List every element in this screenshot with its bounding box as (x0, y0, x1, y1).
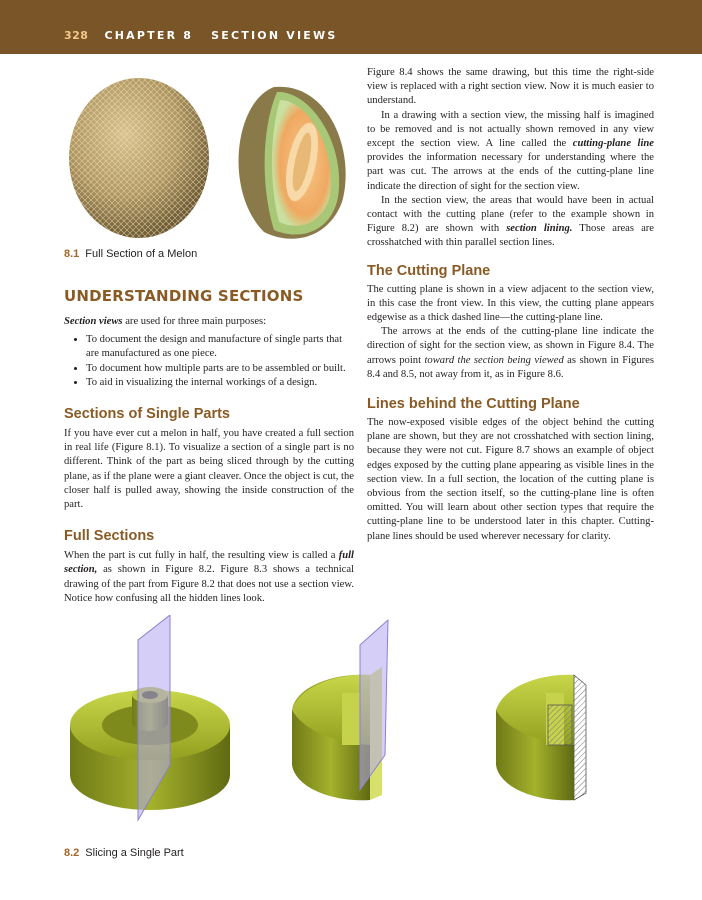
single-parts-text: If you have ever cut a melon in half, you have created a full section in real life (Figure 8.1). To visualize a section of a single part is no different. Think of the part as being sliced through by the cutting plane, as if the plane were a giant cleaver. Once the object is cut, the closer half is pulled away, showing the inside construction of the part. (64, 428, 354, 511)
figure-8-1-caption (64, 248, 354, 260)
cutting-plane-para-2-b: as shown in Figures 8.4 and 8.5, not away from it, as in Figure 8.6. (367, 354, 654, 380)
right-para-3-a: In the section view, the areas that would have been in actual contact with the cutting plane (refer to the example shown in Figure 8.2) are shown with (367, 194, 654, 235)
purposes-list (64, 333, 354, 390)
heading-sections-single-parts: Sections of Single Parts (64, 406, 230, 423)
right-para-2-a: In a drawing with a section view, the missing half is imagined to be removed and is not actually shown removed in any view except the section view. A line called the (367, 109, 654, 150)
running-head (64, 29, 337, 42)
right-column (367, 66, 654, 544)
right-para-1: Figure 8.4 shows the same drawing, but this time the right-side view is replaced with a right section view. Now it is much easier to understand. (367, 67, 654, 107)
cut-melon (239, 87, 346, 239)
full-sections-text-b: as shown in Figure 8.2. Figure 8.3 shows a technical drawing of the part from Figure 8.2 that does not use a section view. Notice how confusing all the hidden lines look. (64, 564, 354, 604)
part-whole-with-plane (70, 615, 230, 820)
part-sectioned-half (496, 675, 586, 800)
term-cutting-plane-line: cutting-plane line (572, 138, 655, 150)
header-bar (0, 0, 702, 54)
term-section-views: Section views (64, 316, 123, 327)
intro-rest: are used for three main purposes: (122, 316, 267, 327)
slicing-figure (60, 615, 660, 840)
sections-intro (64, 315, 354, 329)
figure-number: 8.2 (64, 847, 80, 859)
chapter-label: CHAPTER 8 (104, 29, 194, 42)
figure-number: 8.1 (64, 248, 80, 260)
list-item: • To document how multiple parts are to be assembled or built. (86, 362, 354, 376)
full-sections-text-a: When the part is cut fully in half, the resulting view is called a (64, 550, 339, 562)
right-para-2-b: provides the information necessary for understanding where the part was cut. The arrows at the ends of the cutting-plane line indicate the direction of sight for the section view. (367, 152, 654, 192)
left-column (64, 287, 354, 606)
cutting-plane-para-2 (367, 325, 654, 382)
full-sections-text (64, 549, 354, 606)
section-label: SECTION VIEWS (211, 29, 338, 42)
heading-cutting-plane: The Cutting Plane (367, 262, 491, 279)
list-item: • To aid in visualizing the internal workings of a design. (86, 376, 354, 390)
term-toward-section: toward the section being viewed (424, 354, 564, 366)
part-half-with-plane (292, 620, 388, 800)
lines-behind-text: The now-exposed visible edges of the object behind the cutting plane are shown, but they are not crosshatched with section lining, because they were not cut. Figure 8.7 shows an example of object edges exposed by the cutting plane appearing as visible lines in the section view. In a full section, the location of the cutting plane is obvious from the section itself, so the cutting-plane line is often omitted. You will learn about other section types that require the cutting-plane line to be understood later in this chapter. Cutting-plane lines should be used wherever necessary for clarity. (367, 417, 654, 542)
right-para-2 (367, 109, 654, 194)
whole-melon (69, 78, 209, 238)
list-item: • To document the design and manufacture of single parts that are manufactured as one piece. (86, 333, 354, 361)
figure-caption-text: Slicing a Single Part (85, 847, 184, 859)
melon-figure (64, 62, 354, 242)
term-full-section: full section, (64, 550, 354, 576)
right-para-3 (367, 194, 654, 251)
heading-understanding-sections: UNDERSTANDING SECTIONS (64, 287, 304, 305)
cutting-plane-para-1: The cutting plane is shown in a view adjacent to the section view, in this case the front view. In this view, the cutting plane appears edgewise as a thick dashed line—the cutting-plane line. (367, 283, 654, 324)
term-section-lining: section lining. (506, 223, 573, 235)
heading-lines-behind: Lines behind the Cutting Plane (367, 396, 580, 413)
page-number: 328 (64, 29, 89, 42)
heading-full-sections: Full Sections (64, 528, 155, 545)
cutting-plane-para-2-a: The arrows at the ends of the cutting-plane line indicate the direction of sight for the section view, as shown in Figure 8.4. The arrows point (367, 326, 654, 366)
figure-8-2-caption (64, 847, 354, 859)
figure-caption-text: Full Section of a Melon (85, 248, 198, 260)
right-para-3-b: Those areas are crosshatched with thin parallel section lines. (367, 223, 654, 249)
